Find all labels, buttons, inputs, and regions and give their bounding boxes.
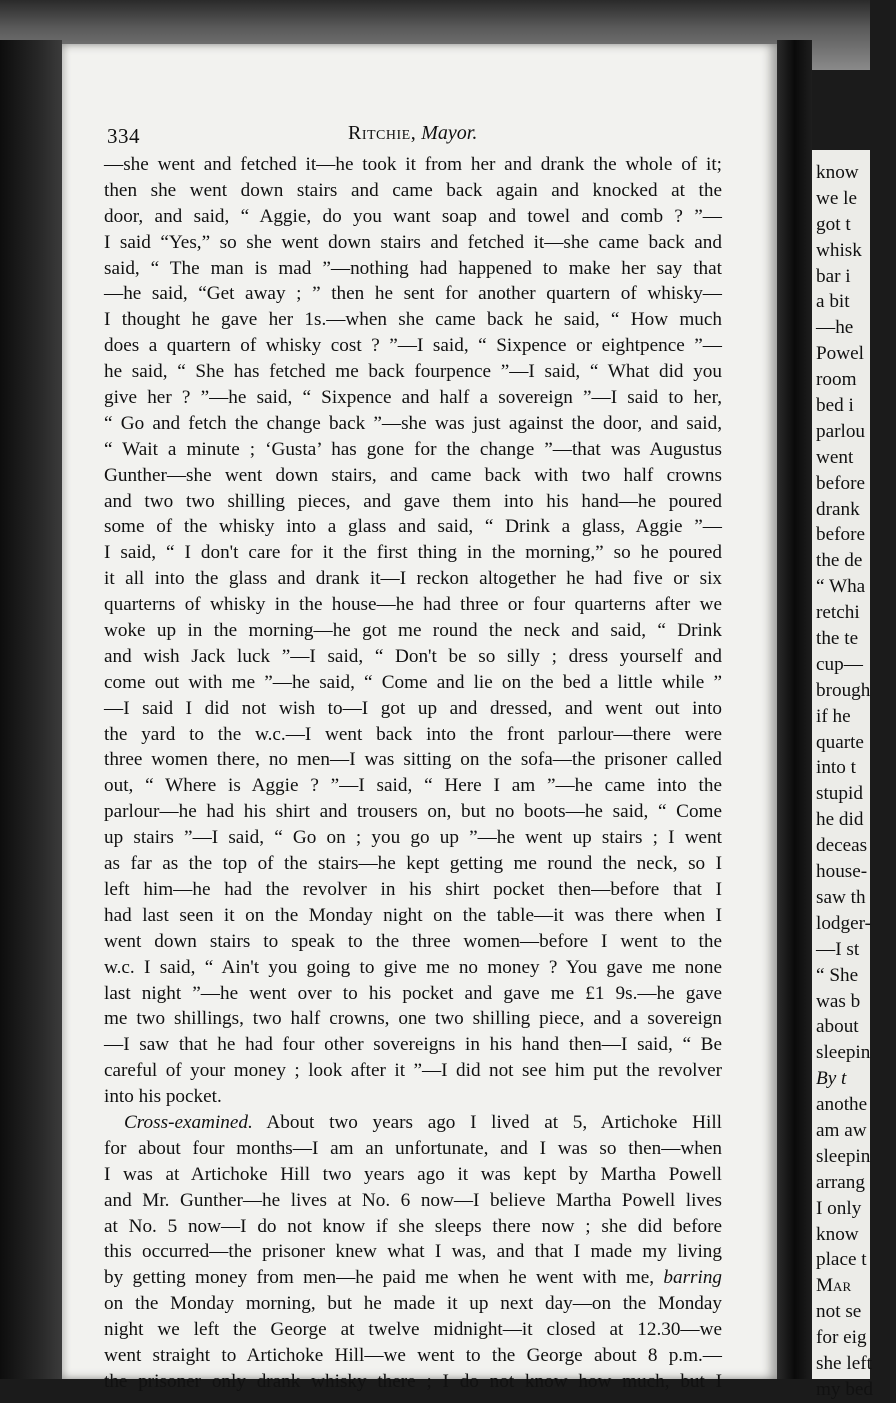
text-line: left him—he had the revolver in his shirt pocket then—before that I (104, 878, 722, 900)
facing-line-fragment: stupid (816, 783, 863, 805)
text-line: went down stairs to speak to the three women—before I went to the (104, 930, 722, 952)
facing-line-fragment: house- (816, 861, 868, 883)
facing-line-fragment: I only (816, 1197, 862, 1219)
text-line: on the Monday morning, but he made it up next day—on the Monday (104, 1293, 722, 1315)
facing-line-fragment: brough (816, 679, 871, 701)
text-line: out, “ Where is Aggie ? ”—I said, “ Here I am ”—he came into the (104, 775, 722, 797)
facing-line-fragment: parlou (816, 420, 866, 442)
text-line: me two shillings, two half crowns, one two shilling piece, and a sovereign (104, 1008, 722, 1030)
facing-line-fragment: place t (816, 1249, 867, 1271)
facing-line-fragment: lodger- (816, 912, 872, 934)
barring-word: barring (663, 1267, 723, 1289)
facing-line-fragment: not se (816, 1301, 862, 1323)
text-line: it all into the glass and drank it—I reckon altogether he had five or six (104, 568, 722, 590)
text-line: “ Go and fetch the change back ”—she was just against the door, and said, (104, 412, 722, 434)
text-line: come out with me ”—he said, “ Come and lie on the bed a little while ” (104, 671, 722, 693)
facing-line-fragment: retchi (816, 602, 860, 624)
facing-line-fragment: am aw (816, 1119, 867, 1141)
text-line: said, “ The man is mad ”—nothing had happened to make her say that (104, 257, 722, 279)
text-line-content: About two years ago I lived at 5, Artichoke Hill (266, 1111, 722, 1133)
running-head (348, 122, 477, 145)
text-line: —she went and fetched it—he took it from her and drank the whole of it; (104, 154, 722, 175)
page-number: 334 (107, 124, 140, 148)
text-line: night we left the George at twelve midnight—it closed at 12.30—we (104, 1319, 722, 1341)
text-line: I thought he gave her 1s.—when she came back he said, “ How much (104, 309, 722, 331)
text-line: I said, “ I don't care for it the first thing in the morning,” so he poured (104, 542, 722, 564)
facing-line-fragment: sleepin (816, 1042, 871, 1064)
text-line: w.c. I said, “ Ain't you going to give me no money ? You gave me none (104, 956, 722, 978)
facing-line-fragment: the te (816, 628, 859, 650)
text-line: some of the whisky into a glass and said, “ Drink a glass, Aggie ”— (104, 516, 722, 538)
text-line: as far as the top of the stairs—he kept getting me round the neck, so I (104, 853, 722, 875)
facing-line-fragment: before (816, 472, 865, 494)
facing-line-fragment: whisk (816, 239, 862, 261)
text-line: I said “Yes,” so she went down stairs and fetched it—she came back and (104, 231, 722, 253)
facing-line-fragment: know (816, 1223, 859, 1245)
running-head-name: Ritchie, (348, 122, 417, 144)
book-edge-left (0, 40, 62, 1379)
text-line: for about four months—I am an unfortunate, and I was so then—when (104, 1137, 722, 1159)
facing-line-fragment: cup— (816, 653, 863, 675)
text-line-content: by getting money from men—he paid me when he went with me, (104, 1267, 655, 1289)
text-line: —I said I did not wish to—I got up and dressed, and went out into (104, 697, 722, 719)
text-line: I was at Artichoke Hill two years ago it was kept by Martha Powell (104, 1163, 722, 1185)
facing-line-fragment: room (816, 369, 857, 391)
text-line: up stairs ”—I said, “ Go on ; you go up ”—he went up stairs ; I went (104, 827, 722, 849)
text-line (104, 1265, 722, 1291)
facing-line-fragment: know (816, 162, 859, 183)
cross-examined-label: Cross-examined. (124, 1111, 253, 1133)
text-line: give her ? ”—he said, “ Sixpence and half a sovereign ”—I said to her, (104, 387, 722, 409)
text-line: three women there, no men—I was sitting on the sofa—the prisoner called (104, 749, 722, 771)
facing-line-fragment: sleepin (816, 1145, 871, 1167)
facing-line-fragment: Mar (816, 1275, 852, 1297)
facing-line-fragment: went (816, 446, 854, 468)
text-line: careful of your money ; look after it ”—I did not see him put the revolver (104, 1060, 722, 1082)
text-line: quarterns of whisky in the house—he had three or four quarterns after we (104, 594, 722, 616)
facing-line-fragment: drank (816, 498, 860, 520)
text-line: “ Wait a minute ; ‘Gusta’ has gone for the change ”—that was Augustus (104, 438, 722, 460)
facing-line-fragment: the de (816, 550, 863, 572)
facing-line-fragment: my bed (816, 1378, 874, 1400)
text-line: went straight to Artichoke Hill—we went to the George about 8 p.m.— (104, 1344, 722, 1366)
facing-line-fragment: she left (816, 1352, 872, 1374)
text-line: had last seen it on the Monday night on the table—it was there when I (104, 904, 722, 926)
facing-line-fragment: saw th (816, 886, 866, 908)
facing-line-fragment: anothe (816, 1094, 868, 1116)
facing-line-fragment: was b (816, 990, 861, 1012)
text-line: the prisoner only drank whisky there ; I do not know how much, but I (104, 1370, 722, 1392)
facing-line-fragment: “ Wha (816, 576, 866, 598)
facing-line-fragment: quarte (816, 731, 864, 753)
text-line: —I saw that he had four other sovereigns in his hand then—I said, “ Be (104, 1034, 722, 1056)
facing-line-fragment: about (816, 1016, 859, 1038)
text-line: at No. 5 now—I do not know if she sleeps there now ; she did before (104, 1215, 722, 1237)
text-line: last night ”—he went over to his pocket and gave me £1 9s.—he gave (104, 982, 722, 1004)
facing-page-text (816, 160, 896, 1403)
text-line: then she went down stairs and came back again and knocked at the (104, 179, 722, 201)
cross-lines-group-end (104, 1291, 722, 1395)
text-line: this occurred—the prisoner knew what I was, and that I made my living (104, 1241, 722, 1263)
facing-line-fragment: bar i (816, 265, 851, 287)
text-line (104, 1110, 722, 1136)
facing-line-fragment: “ She (816, 964, 859, 986)
facing-line-fragment: a bit (816, 291, 850, 313)
facing-line-fragment: into t (816, 757, 856, 779)
facing-line-fragment: deceas (816, 835, 868, 857)
cross-lines-group (104, 1136, 722, 1265)
text-line: woke up in the morning—he got me round the neck and said, “ Drink (104, 620, 722, 642)
text-line: Gunther—she went down stairs, and came back with two half crowns (104, 464, 722, 486)
text-line: he said, “ She has fetched me back fourpence ”—I said, “ What did you (104, 361, 722, 383)
cross-examination-paragraph (104, 1110, 722, 1395)
facing-line-fragment: we le (816, 187, 858, 209)
facing-line-fragment: —he (816, 317, 854, 339)
page-right-facing (812, 150, 874, 1400)
facing-line-fragment: before (816, 524, 865, 546)
text-line: door, and said, “ Aggie, do you want soap and towel and comb ? ”— (104, 205, 722, 227)
facing-line-fragment: arrang (816, 1171, 865, 1193)
text-line: and wish Jack luck ”—I said, “ Don't be so silly ; dress yourself and (104, 645, 722, 667)
text-line: parlour—he had his shirt and trousers on, but no boots—he said, “ Come (104, 801, 722, 823)
facing-line-fragment: —I st (816, 938, 860, 960)
testimony-paragraph (104, 152, 722, 1110)
text-line: into his pocket. (104, 1086, 222, 1108)
facing-line-fragment: if he (816, 705, 851, 727)
text-line: the yard to the w.c.—I went back into the front parlour—there were (104, 723, 722, 745)
facing-line-fragment: By t (816, 1068, 847, 1090)
facing-line-fragment: he did (816, 809, 864, 831)
running-head-role: Mayor. (421, 122, 478, 144)
book-gutter (777, 40, 812, 1379)
facing-line-fragment: for eig (816, 1327, 867, 1349)
facing-line-fragment: Powel (816, 343, 864, 365)
text-line: and Mr. Gunther—he lives at No. 6 now—I believe Martha Powell lives (104, 1189, 722, 1211)
facing-line-fragment: got t (816, 213, 851, 235)
facing-line-fragment: bed i (816, 395, 854, 417)
body-text (104, 152, 722, 1395)
text-line: —he said, “Get away ; ” then he sent for another quartern of whisky— (104, 283, 722, 305)
text-line: and two two shilling pieces, and gave them into his hand—he poured (104, 490, 722, 512)
text-line: does a quartern of whisky cost ? ”—I said, “ Sixpence or eightpence ”— (104, 335, 722, 357)
